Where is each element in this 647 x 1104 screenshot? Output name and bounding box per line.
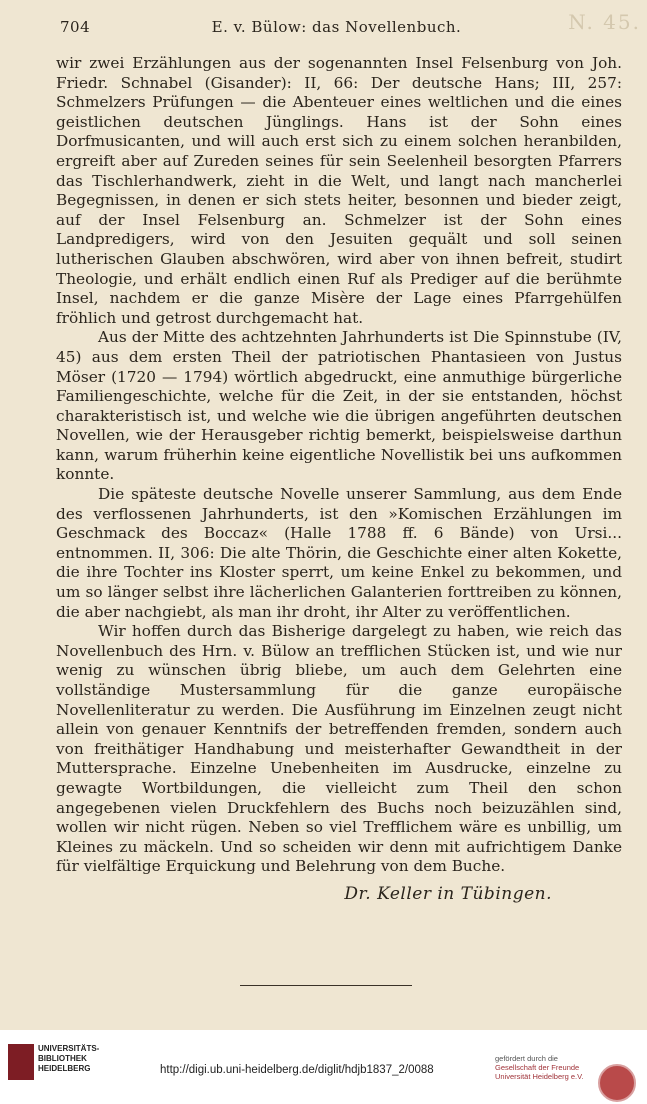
society-seal-icon [598, 1064, 636, 1102]
author-signature: Dr. Keller in Tübingen. [344, 883, 552, 904]
body-text [56, 54, 622, 905]
funding-note [495, 1054, 584, 1081]
paragraph: wir zwei Erzählungen aus der sogenannten Insel Felsenburg von Joh. Friedr. Schnabel (Gisander): II, 66: Der deutsche Hans; III, 257: Schmelzers Prüfungen — die Abenteuer eines weltlichen und die eines geistlichen deutschen Jünglings. Hans ist der Sohn eines Dorfmusicanten, und will auch erst sich zu einem solchen heranbilden, ergreift aber auf Zureden seines für sein Seelenheil besorgten Pfarrers das Tischlerhandwerk, zieht in die Welt, und langt nach mancherlei Begegnissen, in denen er sich stets heiter, besonnen und bieder zeigt, auf der Insel Felsenburg an. Schmelzer ist der Sohn eines Landpredigers, wird von den Jesuiten gequält und soll seinen lutherischen Glauben abschwören, wird aber von ihnen befreit, studirt Theologie, und erhält endlich einen Ruf als Prediger auf die berühmte Insel, nachdem er die ganze Misère der Lage eines Pfarrgehülfen fröhlich und getrost durchgemacht hat. [56, 54, 622, 327]
paragraph: Die späteste deutsche Novelle unserer Sammlung, aus dem Ende des verflossenen Jahrhunderts, ist den »Komischen Erzählungen im Geschmack des Boccaz« (Halle 1788 ff. 6 Bände) von Ursi... entnommen. II, 306: Die alte Thörin, die Geschichte einer alten Kokette, die ihre Tochter ins Kloster sperrt, um keine Enkel zu bekommen, und um so länger selbst ihre lächerlichen Galanterien forttreiben zu können, die aber nachgiebt, als man ihr droht, ihr Alter zu veröffentlichen. [56, 485, 622, 621]
paragraph: Aus der Mitte des achtzehnten Jahrhunderts ist Die Spinnstube (IV, 45) aus dem ersten Theil der patriotischen Phantasieen von Justus Möser (1720 — 1794) wörtlich abgedruckt, eine anmuthige bürgerliche Familiengeschichte, welche für die Zeit, in der sie entstanden, höchst charakteristisch ist, und welche wie die übrigen angeführten deutschen Novellen, wie der Herausgeber richtig bemerkt, beispielsweise darthun kann, warum früherhin keine eigentliche Novellistik bei uns aufkommen konnte. [56, 328, 622, 484]
paragraph: Wir hoffen durch das Bisherige dargelegt zu haben, wie reich das Novellenbuch des Hrn. v. Bülow an trefflichen Stücken ist, und wie nur wenig zu wünschen übrig bliebe, um auch dem Gelehrten eine vollständige Mustersammlung für die ganze europäische Novellenliteratur zu werden. Die Ausführung im Einzelnen zeugt nicht allein von genauer Kenntnifs der betreffenden fremden, sondern auch von freithätiger Handhabung und meisterhafter Gewandtheit in der Muttersprache. Einzelne Unebenheiten im Ausdrucke, einzelne zu gewagte Wortbildungen, die vielleicht zum Theil den schon angegebenen vielen Druckfehlern des Buchs noch beizuzählen sind, wollen wir nicht rügen. Neben so viel Trefflichem wäre es unbillig, um Kleines zu mäckeln. Und so scheiden wir denn mit aufrichtigem Danke für vielfältige Erquickung und Belehrung von dem Buche. [56, 622, 622, 876]
permalink-url[interactable]: http://digi.ub.uni-heidelberg.de/diglit/hdjb1837_2/0088 [160, 1064, 434, 1076]
library-name: UNIVERSITÄTS- BIBLIOTHEK HEIDELBERG [38, 1044, 100, 1073]
closing-rule [240, 985, 412, 986]
digitization-footer [0, 1030, 647, 1104]
university-library-logo [8, 1044, 34, 1080]
bleedthrough-text: N. 45. [568, 10, 641, 34]
page-number: 704 [60, 18, 91, 36]
funder-name: Gesellschaft der Freunde Universität Heidelberg e.V. [495, 1063, 584, 1081]
funded-by-label: gefördert durch die [495, 1054, 558, 1063]
running-title: E. v. Bülow: das Novellenbuch. [211, 18, 462, 36]
